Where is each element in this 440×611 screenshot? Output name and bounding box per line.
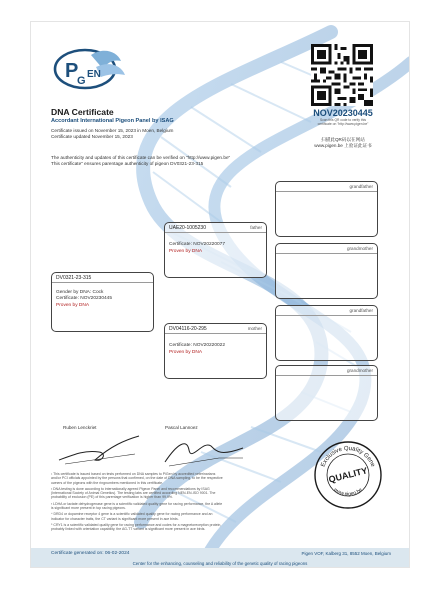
grandparent-box-1[interactable] bbox=[275, 181, 378, 237]
role-label: grandfather bbox=[349, 183, 373, 189]
pigen-logo bbox=[51, 37, 131, 97]
certificate-sheet bbox=[30, 21, 410, 568]
svg-text:www.pigen.be: www.pigen.be bbox=[332, 486, 364, 498]
mother-certificate: Certificate: NOV20220022 bbox=[169, 343, 225, 348]
role-label: grandfather bbox=[349, 307, 373, 313]
signature-name-left: Ruben Lenckriet bbox=[63, 425, 97, 430]
grandparent-box-3[interactable] bbox=[275, 305, 378, 361]
page-title: DNA Certificate bbox=[51, 107, 114, 117]
signature-right bbox=[159, 432, 249, 468]
issue-dates: Certificate issued on November 15, 2023 in Moen, Belgium Certificate updated November 15, 2023 bbox=[51, 128, 174, 139]
subject-box[interactable] bbox=[51, 272, 154, 332]
signature-left bbox=[55, 432, 145, 468]
role-label: mother bbox=[247, 325, 262, 331]
father-box[interactable] bbox=[164, 222, 267, 278]
grandparent-box-2[interactable] bbox=[275, 243, 378, 299]
svg-text:QUALITY: QUALITY bbox=[327, 465, 369, 485]
subject-proven-badge: Proven by DNA bbox=[56, 303, 90, 308]
verification-qr-code[interactable] bbox=[311, 44, 373, 106]
svg-text:Exclusive Quality Gene: Exclusive Quality Gene bbox=[320, 445, 376, 468]
father-proven-badge: Proven by DNA bbox=[169, 249, 203, 254]
qr-scan-instructions: Scan this QR code to verify this certificate on "http://www.pigen.be" bbox=[317, 118, 369, 126]
grandparent-box-4[interactable] bbox=[275, 365, 378, 421]
quality-gene-stamp bbox=[313, 440, 383, 510]
subject-certificate: Certificate: NOV20230445 bbox=[56, 296, 112, 301]
company-address: Pigen VOF, Kalberg 31, 8552 Moen, Belgium bbox=[301, 551, 391, 556]
father-certificate: Certificate: NOV20220077 bbox=[169, 242, 225, 247]
role-label: father bbox=[250, 224, 262, 230]
qr-scan-instructions-chinese: 扫描此QR码以在网站 www.pigen.be 上验证此证书 bbox=[314, 137, 372, 148]
mother-ring-number: DV04116-20-295 bbox=[169, 325, 207, 332]
father-ring-number: UAE20-1005230 bbox=[169, 224, 206, 231]
subject-gender: Gender by DNA: Cock bbox=[56, 290, 104, 295]
qr-certificate-code: NOV20230445 bbox=[313, 108, 373, 118]
generated-date: Certificate generated on: 06-02-2024 bbox=[51, 551, 130, 556]
svg-text:EN: EN bbox=[87, 69, 101, 80]
role-label: grandmother bbox=[346, 367, 373, 373]
mother-proven-badge: Proven by DNA bbox=[169, 350, 203, 355]
role-label: grandmother bbox=[346, 245, 373, 251]
svg-text:G: G bbox=[77, 75, 86, 87]
svg-text:P: P bbox=[65, 60, 79, 82]
mother-box[interactable] bbox=[164, 323, 267, 379]
page-subtitle: Accordant International Pigeon Panel by ISAG bbox=[51, 118, 174, 124]
signature-name-right: Pascal Lannoez bbox=[165, 425, 198, 430]
authenticity-statement: The authenticity and updates of this certificate can be verified on "http://www.pigen.be" This certificate" ensures parentage authenticity of pigeon DV0321-23-315 bbox=[51, 155, 231, 166]
footer-tagline: Center for the enhancing, counseling and reliability of the genetic quality of racing pigeons bbox=[132, 561, 308, 566]
subject-ring-number: DV0321-23-315 bbox=[56, 274, 92, 281]
footnotes: ¹ This certificate is issued based on tests performed on DNA samples to PiGen by accredited veterinarians and/or PCI officials appointed by the persons that confirmed, on the date of DNA sampling, to be the respective owners of the pigeons with the ringnumbers mentioned in this certificate. ² DNA testing is done according to internationally agreed Pigeon Panel and recommendations by ISAG (International Society of Animal Genetics). The testing labs are certified according NEN-EN-ISO 9001. The probability of exclusion (PE) of this parentage verification is higher than 99.9%. ³ LDHA or lactate dehydrogenase gene is a scientific validated quality gene for racing performance, the A allele is significant more present in top racing pigeons. ⁴ DRD4 or dopamine receptor 4 gene is a scientific validated quality gene for racing performance and an indicator for character traits, the CT variant is significant more present in ace birds. ⁵ CRY1 is a scientific validated quality gene for racing performance and codes for a magnetoreception protein, probably linked with orientation capability, the AG-TT variant is significant more present in ace birds. bbox=[51, 472, 223, 532]
